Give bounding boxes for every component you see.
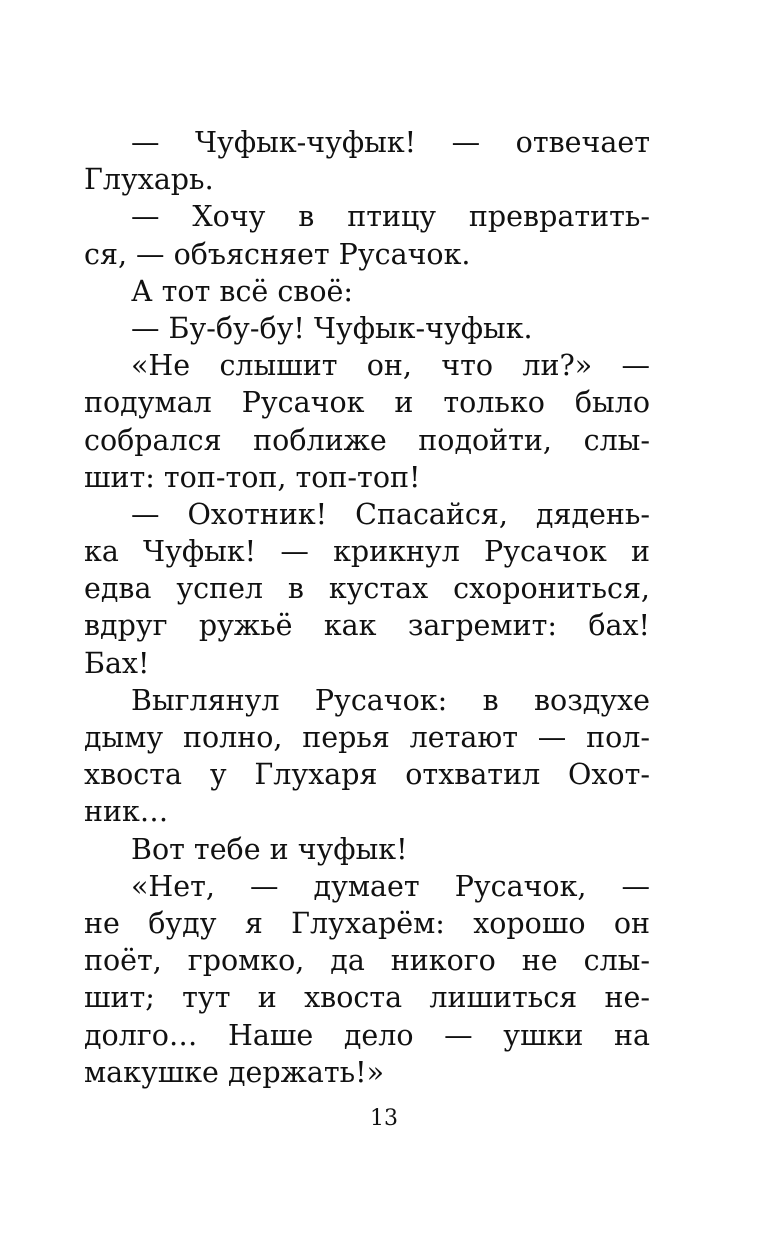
text-line: ся, — объясняет Русачок. [84, 237, 471, 271]
text-line: Бах! [84, 646, 150, 680]
text-line: ка Чуфык! — крикнул Русачок и [84, 535, 650, 569]
text-line: собрался поближе подойти, слы- [84, 423, 650, 457]
text-line: — Хочу в птицу превратить- [131, 200, 650, 234]
text-line: Вот тебе и чуфык! [131, 832, 408, 866]
text-line: дыму полно, перья летают — пол- [84, 721, 650, 754]
text-line: «Нет, — думает Русачок, — [131, 869, 650, 903]
text-line: — Охотник! Спасайся, дядень- [131, 497, 650, 531]
text-line: поёт, громко, да никого не слы- [84, 944, 650, 978]
text-line: — Бу-бу-бу! Чуфык-чуфык. [131, 311, 533, 345]
page-number: 13 [370, 1106, 398, 1131]
text-line: едва успел в кустах схорониться, [84, 572, 650, 606]
text-line: макушке держать!» [84, 1055, 385, 1089]
text-line: подумал Русачок и только было [84, 386, 650, 420]
text-line: вдруг ружьё как загремит: бах! [84, 609, 650, 643]
text-line: Выглянул Русачок: в воздухе [131, 683, 650, 717]
text-line: ник… [84, 795, 169, 829]
text-line: Глухарь. [84, 163, 214, 197]
text-line: — Чуфык-чуфык! — отвечает [131, 126, 650, 159]
text-block [84, 124, 650, 1091]
text-line: А тот всё своё: [131, 274, 353, 308]
text-line: долго… Наше дело — ушки на [84, 1018, 650, 1052]
text-line: шит; тут и хвоста лишиться не- [84, 981, 650, 1015]
text-line: «Не слышит он, что ли?» — [131, 349, 650, 383]
text-line: хвоста у Глухаря отхватил Охот- [84, 758, 650, 792]
text-line: шит: топ-топ, топ-топ! [84, 460, 421, 494]
text-line: не буду я Глухарём: хорошо он [84, 906, 650, 940]
